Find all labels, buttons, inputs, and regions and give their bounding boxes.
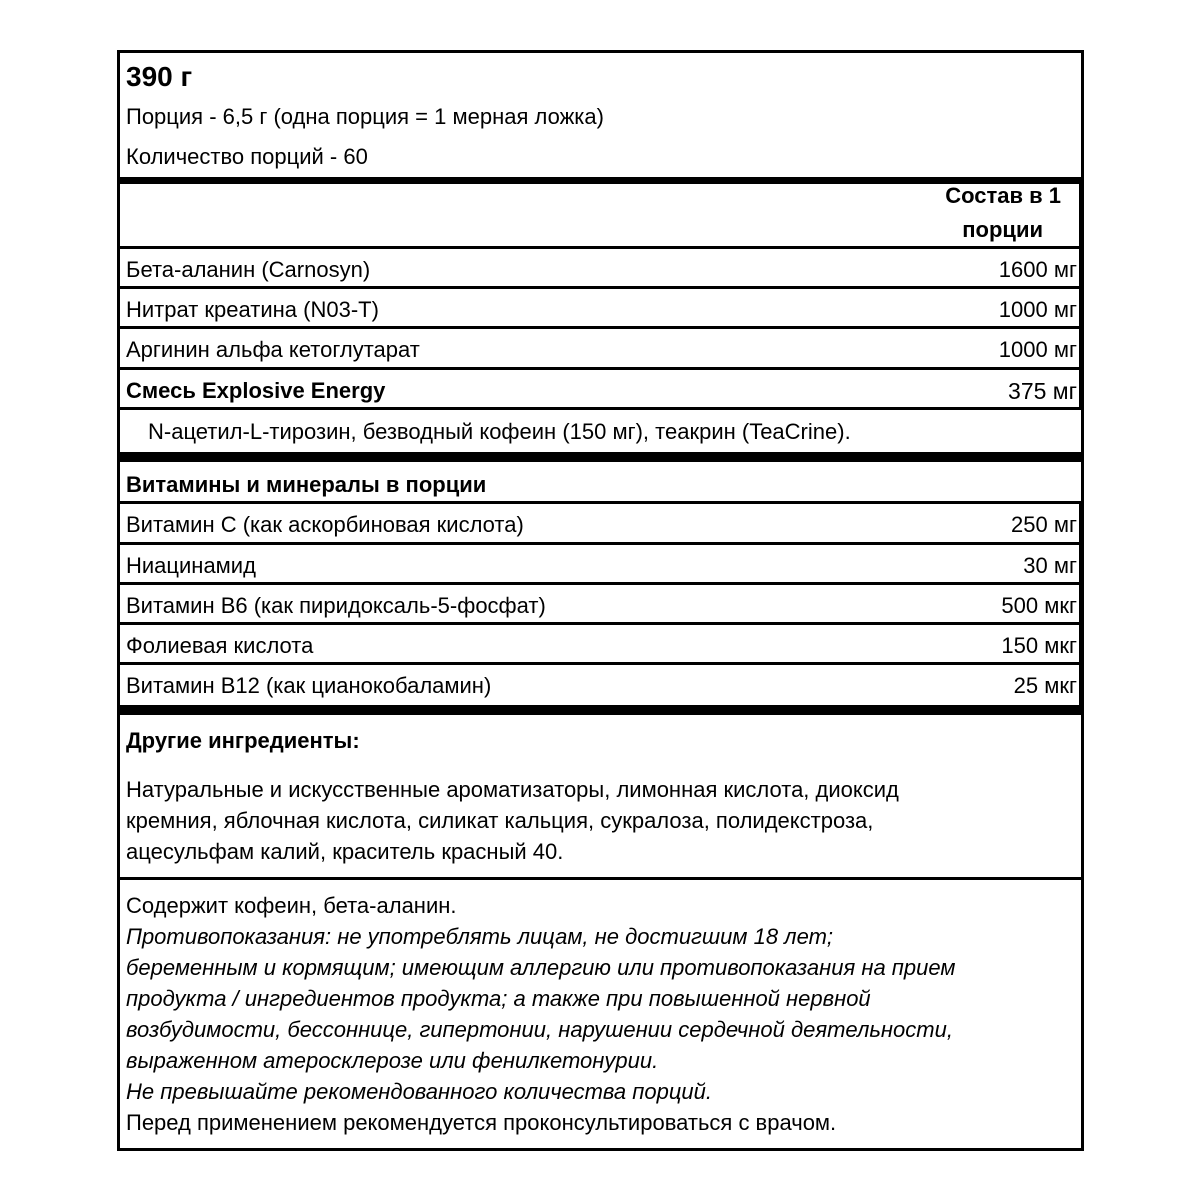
amount-column-rule: [1079, 504, 1082, 705]
blend-details: N-ацетил-L-тирозин, безводный кофеин (150 мг), теакрин (TeaCrine).: [148, 419, 851, 444]
vitamin-name: Витамин В12 (как цианокобаламин): [126, 673, 492, 698]
row-divider: [120, 407, 1081, 410]
other-ingredients-line: ацесульфам калий, краситель красный 40.: [126, 839, 564, 864]
ingredient-amount: 1600 мг: [998, 257, 1077, 282]
servings-count: Количество порций - 60: [126, 144, 368, 169]
column-header-line2: порции: [962, 217, 1043, 242]
amount-column-rule: [1079, 184, 1082, 410]
supplement-facts-label: [117, 50, 1084, 1151]
other-ingredients-title: Другие ингредиенты:: [126, 728, 360, 753]
ingredient-name: Аргинин альфа кетоглутарат: [126, 337, 420, 362]
contraindications-line: выраженном атеросклерозе или фенилкетонурии.: [126, 1048, 659, 1073]
ingredient-name: Бета-аланин (Carnosyn): [126, 257, 371, 282]
contains-note: Содержит кофеин, бета-аланин.: [126, 893, 457, 918]
dose-warning: Не превышайте рекомендованного количества порций.: [126, 1079, 713, 1104]
row-divider: [120, 367, 1081, 370]
net-weight: 390 г: [126, 61, 193, 92]
other-ingredients-line: Натуральные и искусственные ароматизаторы, лимонная кислота, диоксид: [126, 777, 899, 802]
vitamin-amount: 25 мкг: [1013, 673, 1077, 698]
ingredient-amount: 1000 мг: [998, 297, 1077, 322]
row-divider: [120, 542, 1081, 545]
row-divider: [120, 286, 1081, 289]
vitamin-amount: 30 мг: [1023, 553, 1077, 578]
vitamin-amount: 150 мкг: [1001, 633, 1077, 658]
thick-divider: [120, 177, 1081, 184]
ingredient-name: Нитрат креатина (N03-T): [126, 297, 379, 322]
vitamin-name: Витамин С (как аскорбиновая кислота): [126, 512, 524, 537]
contraindications-line: возбудимости, бессоннице, гипертонии, нарушении сердечной деятельности,: [126, 1017, 953, 1042]
row-divider: [120, 501, 1081, 504]
contraindications-line: Противопоказания: не употреблять лицам, не достигшим 18 лет;: [126, 924, 834, 949]
vitamin-name: Витамин В6 (как пиридоксаль-5-фосфат): [126, 593, 546, 618]
serving-size: Порция - 6,5 г (одна порция = 1 мерная ложка): [126, 104, 604, 129]
row-divider: [120, 326, 1081, 329]
ingredient-amount: 1000 мг: [998, 337, 1077, 362]
blend-name: Смесь Explosive Energy: [126, 378, 386, 403]
row-divider: [120, 246, 1081, 249]
thick-divider: [120, 705, 1081, 715]
row-divider: [120, 622, 1081, 625]
column-header-line1: Состав в 1: [945, 183, 1061, 208]
contraindications-line: беременным и кормящим; имеющим аллергию или противопоказания на прием: [126, 955, 956, 980]
row-divider: [120, 877, 1081, 880]
vitamins-title: Витамины и минералы в порции: [126, 472, 487, 497]
consult-note: Перед применением рекомендуется проконсультироваться с врачом.: [126, 1110, 837, 1135]
other-ingredients-line: кремния, яблочная кислота, силикат кальция, сукралоза, полидекстроза,: [126, 808, 874, 833]
vitamin-amount: 250 мг: [1011, 512, 1077, 537]
thick-divider: [120, 452, 1081, 462]
contraindications-line: продукта / ингредиентов продукта; а также при повышенной нервной: [126, 986, 871, 1011]
vitamin-name: Фолиевая кислота: [126, 633, 314, 658]
vitamin-name: Ниацинамид: [126, 553, 256, 578]
blend-amount: 375 мг: [1008, 378, 1077, 404]
row-divider: [120, 582, 1081, 585]
row-divider: [120, 662, 1081, 665]
vitamin-amount: 500 мкг: [1001, 593, 1077, 618]
